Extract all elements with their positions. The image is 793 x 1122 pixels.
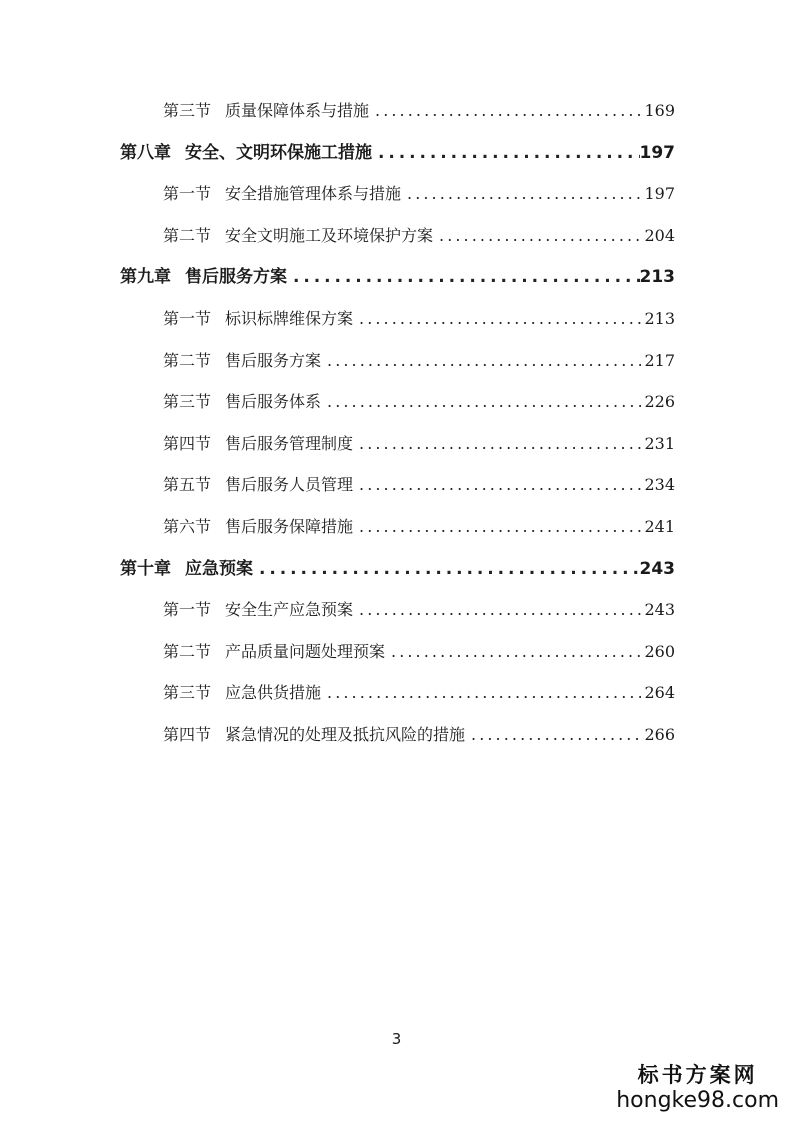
toc-leader-dots xyxy=(253,554,640,584)
toc-entry-number: 第一节 xyxy=(163,184,212,204)
toc-entry-label xyxy=(163,429,353,459)
toc-entry-label xyxy=(163,470,353,500)
toc-leader-dots xyxy=(385,637,641,667)
toc-entry-number: 第三节 xyxy=(163,101,212,120)
toc-entry-number: 第九章 xyxy=(120,267,171,288)
toc-leader-dots xyxy=(321,346,641,376)
toc-entry-number: 第二节 xyxy=(163,225,212,245)
toc-entry-number: 第四节 xyxy=(163,433,212,453)
toc-section-entry[interactable] xyxy=(163,346,675,376)
toc-entry-label xyxy=(163,720,465,750)
toc-section-entry[interactable] xyxy=(163,387,675,417)
toc-entry-number: 第三节 xyxy=(163,683,212,703)
toc-entry-title: 售后服务方案 xyxy=(185,267,287,288)
toc-entry-page: 264 xyxy=(644,683,675,703)
toc-chapter-entry[interactable] xyxy=(120,554,675,584)
toc-entry-label xyxy=(120,262,287,292)
toc-leader-dots xyxy=(465,720,641,750)
toc-entry-page: 217 xyxy=(644,350,675,370)
toc-chapter-entry[interactable] xyxy=(120,262,675,292)
toc-entry-number: 第一节 xyxy=(163,600,212,620)
toc-entry-number: 第四节 xyxy=(163,725,212,744)
toc-entry-page: 197 xyxy=(644,184,675,204)
toc-entry-page: 197 xyxy=(639,142,675,163)
toc-entry-page: 266 xyxy=(644,725,675,744)
page-number: 3 xyxy=(391,1030,402,1048)
toc-entry-label xyxy=(120,554,253,584)
toc-entry-title: 售后服务方案 xyxy=(225,350,322,370)
toc-section-entry[interactable] xyxy=(163,470,675,500)
watermark-url: hongke98.com xyxy=(616,1088,779,1113)
toc-leader-dots xyxy=(372,138,640,168)
toc-entry-label xyxy=(163,179,401,209)
watermark-name: 标书方案网 xyxy=(637,1062,758,1087)
toc-leader-dots xyxy=(369,96,641,126)
toc-entry-title: 安全文明施工及环境保护方案 xyxy=(225,225,434,245)
toc-entry-title: 安全、文明环保施工措施 xyxy=(185,142,372,163)
toc-entry-title: 质量保障体系与措施 xyxy=(225,101,370,120)
toc-entry-title: 安全措施管理体系与措施 xyxy=(225,184,402,204)
toc-entry-label xyxy=(163,304,353,334)
toc-entry-page: 213 xyxy=(644,309,675,328)
toc-section-entry[interactable] xyxy=(163,595,675,625)
toc-entry-number: 第一节 xyxy=(163,309,212,328)
toc-entry-page: 226 xyxy=(644,392,675,412)
toc-section-entry[interactable] xyxy=(163,720,675,750)
toc-entry-number: 第二节 xyxy=(163,641,212,661)
toc-section-entry[interactable] xyxy=(163,637,675,667)
toc-entry-label xyxy=(163,637,385,667)
toc-entry-number: 第三节 xyxy=(163,392,212,412)
toc-entry-title: 售后服务人员管理 xyxy=(225,475,354,495)
toc-entry-number: 第十章 xyxy=(120,558,171,579)
watermark xyxy=(616,1062,779,1114)
toc-section-entry[interactable] xyxy=(163,96,675,126)
toc-chapter-entry[interactable] xyxy=(120,138,675,168)
toc-entry-title: 应急预案 xyxy=(185,558,253,579)
toc-entry-page: 213 xyxy=(639,267,675,288)
toc-section-entry[interactable] xyxy=(163,179,675,209)
toc-entry-title: 售后服务保障措施 xyxy=(225,517,354,536)
toc-entry-number: 第八章 xyxy=(120,142,171,163)
toc-leader-dots xyxy=(353,429,641,459)
toc-entry-page: 231 xyxy=(644,433,675,453)
toc-leader-dots xyxy=(353,512,641,542)
toc-leader-dots xyxy=(433,221,641,251)
toc-entry-number: 第五节 xyxy=(163,475,212,495)
toc-entry-number: 第六节 xyxy=(163,517,212,536)
toc-section-entry[interactable] xyxy=(163,221,675,251)
toc-entry-page: 243 xyxy=(644,600,675,620)
toc-leader-dots xyxy=(353,470,641,500)
toc-section-entry[interactable] xyxy=(163,304,675,334)
toc-entry-title: 售后服务体系 xyxy=(225,392,322,412)
toc-entry-label xyxy=(163,96,369,126)
toc-leader-dots xyxy=(353,595,641,625)
toc-entry-page: 204 xyxy=(644,225,675,245)
toc-entry-page: 260 xyxy=(644,641,675,661)
toc-section-entry[interactable] xyxy=(163,678,675,708)
toc-entry-label xyxy=(163,387,321,417)
toc-entry-title: 紧急情况的处理及抵抗风险的措施 xyxy=(225,725,466,744)
toc-entry-title: 安全生产应急预案 xyxy=(225,600,354,620)
toc-entry-label xyxy=(163,512,353,542)
toc-leader-dots xyxy=(321,678,641,708)
toc-entry-title: 产品质量问题处理预案 xyxy=(225,641,386,661)
toc-entry-label xyxy=(163,595,353,625)
toc-section-entry[interactable] xyxy=(163,429,675,459)
toc-entry-title: 应急供货措施 xyxy=(225,683,322,703)
toc-leader-dots xyxy=(287,262,640,292)
toc-section-entry[interactable] xyxy=(163,512,675,542)
toc-entry-label xyxy=(163,346,321,376)
toc-entry-label xyxy=(163,221,433,251)
toc-entry-label xyxy=(163,678,321,708)
toc-leader-dots xyxy=(321,387,641,417)
toc-entry-label xyxy=(120,138,372,168)
toc-leader-dots xyxy=(353,304,641,334)
toc-entry-page: 234 xyxy=(644,475,675,495)
toc-entry-title: 售后服务管理制度 xyxy=(225,433,354,453)
toc-entry-title: 标识标牌维保方案 xyxy=(225,309,354,328)
toc-entry-page: 241 xyxy=(644,517,675,536)
toc-entry-page: 243 xyxy=(639,558,675,579)
toc-entry-number: 第二节 xyxy=(163,350,212,370)
toc-leader-dots xyxy=(401,179,641,209)
toc-entry-page: 169 xyxy=(644,101,675,120)
